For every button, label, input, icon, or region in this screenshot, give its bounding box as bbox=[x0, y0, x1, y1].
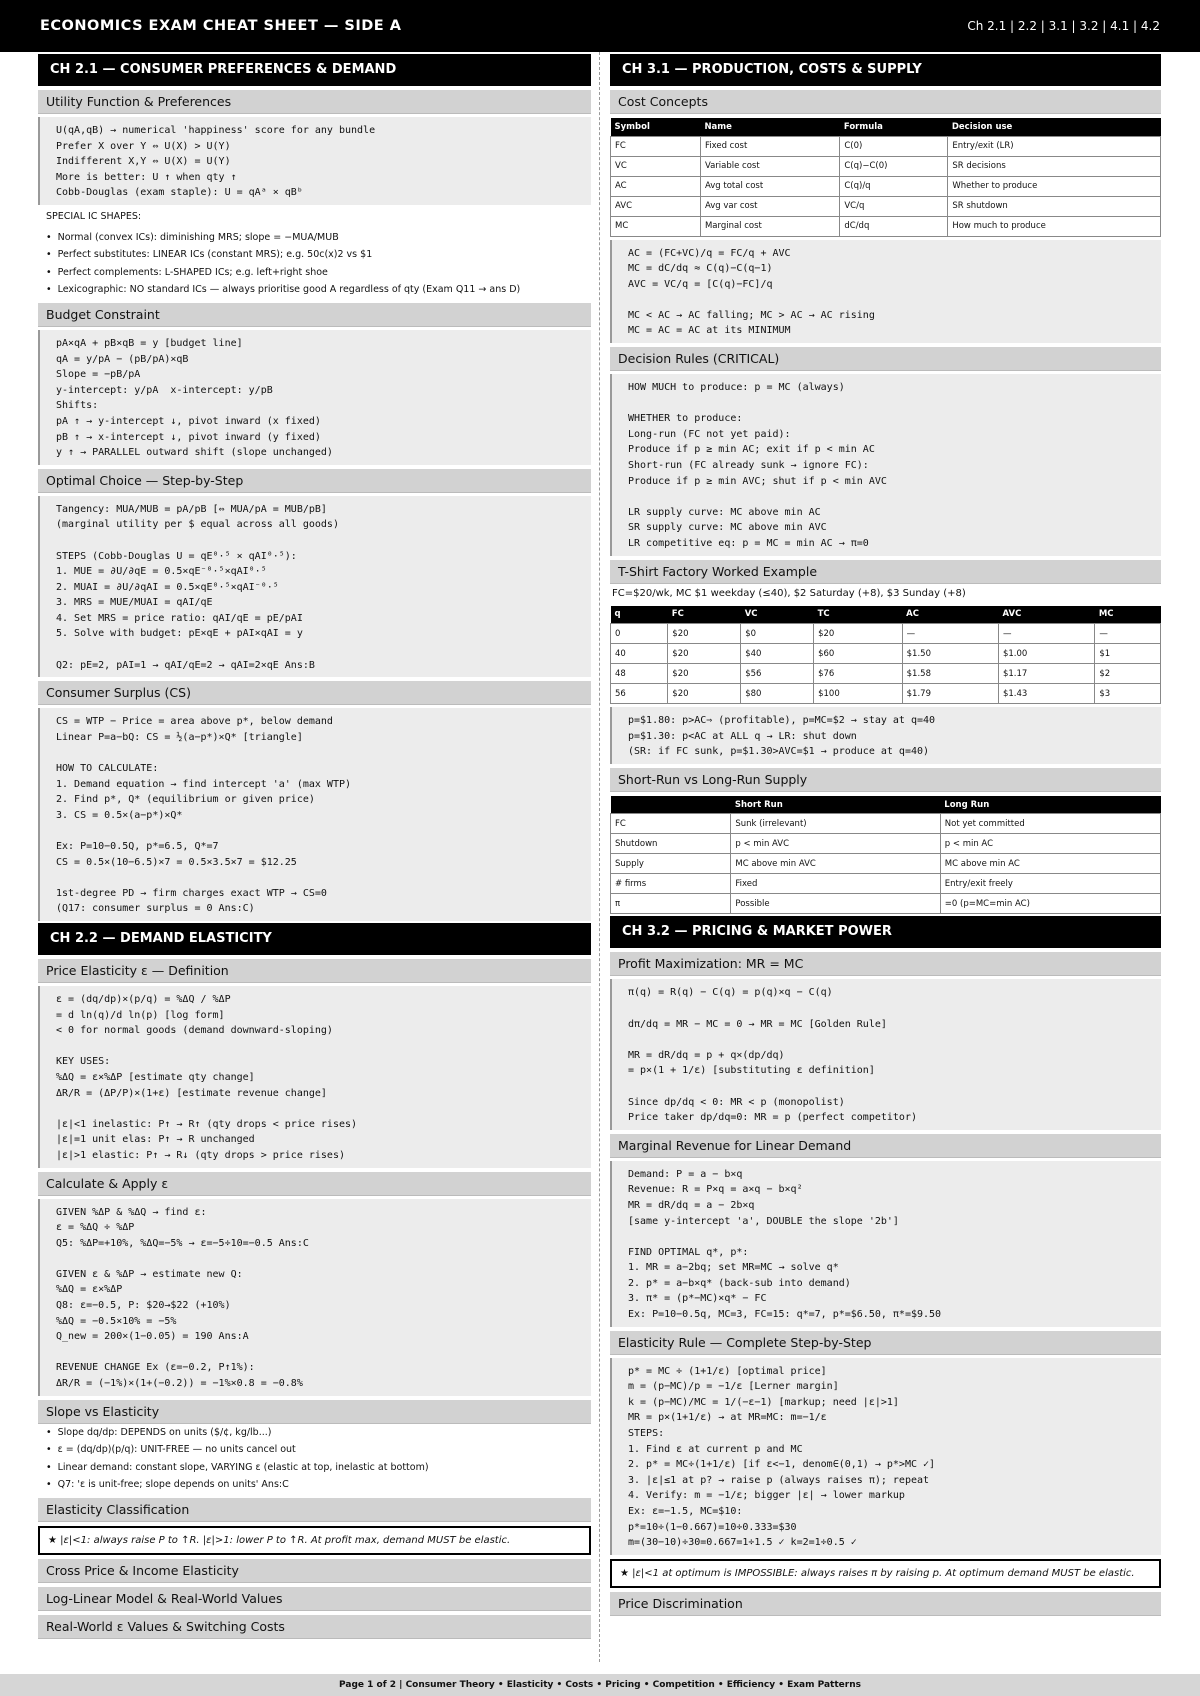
table-row bbox=[611, 894, 1161, 914]
table-cell: Fixed cost bbox=[700, 136, 839, 156]
formula-line: %ΔQ = ε×%ΔP bbox=[56, 1284, 123, 1296]
section-heading: T-Shirt Factory Worked Example bbox=[610, 560, 1161, 584]
formula-line: 1. Find ε at current p and MC bbox=[628, 1443, 803, 1455]
formula-line: 4. Set MRS = price ratio: qAI/qE = pE/pAI bbox=[56, 612, 303, 624]
formula-line bbox=[628, 1032, 1151, 1048]
table-cell: Supply bbox=[611, 854, 731, 874]
formula-line: pA ↑ → y-intercept ↓, pivot inward (x fixed) bbox=[56, 415, 321, 427]
table-cell: $56 bbox=[741, 664, 814, 684]
formula-line: Produce if p ≥ min AVC; shut if p < min AVC bbox=[628, 475, 887, 487]
table-row bbox=[611, 624, 1161, 644]
formula-line: 1st-degree PD → firm charges exact WTP → CS=0 bbox=[56, 887, 327, 899]
table-cell: VC/q bbox=[840, 196, 948, 216]
formula-line bbox=[56, 1101, 581, 1117]
label: SPECIAL IC SHAPES: bbox=[46, 210, 142, 222]
formula-line: (SR: if FC sunk, p=$1.30>AVC=$1 → produce at q=40) bbox=[628, 746, 930, 758]
formula-line: Cobb-Douglas (exam staple): U = qAᵃ × qBᵇ bbox=[56, 187, 303, 199]
formula-line: 2. MUAI = ∂U/∂qAI = 0.5×qE⁰·⁵×qAI⁻⁰·⁵ bbox=[56, 581, 279, 593]
formula-line: More is better: U ↑ when qty ↑ bbox=[56, 171, 237, 183]
chapter-heading: CH 2.1 — CONSUMER PREFERENCES & DEMAND bbox=[38, 54, 591, 86]
formula-box bbox=[38, 117, 591, 205]
table-cell: 48 bbox=[611, 664, 668, 684]
formula-line: Demand: P = a − b×q bbox=[628, 1168, 743, 1180]
page-title: ECONOMICS EXAM CHEAT SHEET — SIDE A bbox=[40, 18, 402, 34]
formula-line: 1. MR = a−2bq; set MR=MC → solve q* bbox=[628, 1262, 839, 1274]
formula-box bbox=[38, 1199, 591, 1396]
bullet-item: • Lexicographic: NO standard ICs — always prioritise good A regardless of qty (Exam Q11 → ans D) bbox=[46, 281, 583, 299]
formula-line: ε = (dq/dp)×(p/q) = %ΔQ / %ΔP bbox=[56, 993, 231, 1005]
table-cell: C(q)/q bbox=[840, 176, 948, 196]
formula-line: ΔR/R = (ΔP/P)×(1+ε) [estimate revenue change] bbox=[56, 1087, 327, 1099]
page-footer: Page 1 of 2 | Consumer Theory • Elasticity • Costs • Pricing • Competition • Efficiency • Exam Patterns bbox=[0, 1674, 1200, 1696]
table-row bbox=[611, 644, 1161, 664]
formula-line bbox=[56, 745, 581, 761]
formula-line: Linear P=a−bQ: CS = ½(a−p*)×Q* [triangle] bbox=[56, 731, 303, 743]
formula-line: Short-run (FC already sunk → ignore FC): bbox=[628, 460, 869, 472]
formula-line: 2. p* = a−b×q* (back-sub into demand) bbox=[628, 1277, 851, 1289]
formula-line: Q8: ε=−0.5, P: $20→$22 (+10%) bbox=[56, 1300, 231, 1312]
table-cell: dC/dq bbox=[840, 216, 948, 236]
table-cell: $0 bbox=[741, 624, 814, 644]
column-header: Formula bbox=[840, 118, 948, 136]
bullet-item: • Perfect complements: L-SHAPED ICs; e.g. left+right shoe bbox=[46, 264, 583, 282]
table-cell: — bbox=[1095, 624, 1161, 644]
formula-line bbox=[628, 1079, 1151, 1095]
table-row bbox=[611, 814, 1161, 834]
formula-line: Tangency: MUA/MUB = pA/pB [⇔ MUA/pA = MUB/pB] bbox=[56, 503, 327, 515]
formula-line: π(q) = R(q) − C(q) = p(q)×q − C(q) bbox=[628, 987, 833, 999]
formula-line: MR = p×(1+1/ε) → at MR=MC: m=−1/ε bbox=[628, 1412, 827, 1424]
section-heading: Profit Maximization: MR = MC bbox=[610, 952, 1161, 976]
table-cell: $20 bbox=[668, 624, 741, 644]
table-cell: # firms bbox=[611, 874, 731, 894]
table-header-row bbox=[611, 796, 1161, 814]
bullet-item: • Q7: 'ε is unit-free; slope depends on units' Ans:C bbox=[46, 1476, 583, 1494]
table-cell: Entry/exit (LR) bbox=[948, 136, 1161, 156]
section-heading: Elasticity Rule — Complete Step-by-Step bbox=[610, 1331, 1161, 1355]
example-subtitle: FC=$20/wk, MC $1 weekday (≤40), $2 Saturday (+8), $3 Sunday (+8) bbox=[612, 587, 966, 599]
table-cell: p < min AVC bbox=[731, 834, 940, 854]
table-cell: $60 bbox=[814, 644, 903, 664]
table-cell: 40 bbox=[611, 644, 668, 664]
formula-line: U(qA,qB) → numerical 'happiness' score for any bundle bbox=[56, 125, 376, 136]
section-heading: Optimal Choice — Step-by-Step bbox=[38, 469, 591, 493]
table-cell: $3 bbox=[1095, 684, 1161, 704]
formula-line: KEY USES: bbox=[56, 1056, 111, 1068]
formula-line: pA×qA + pB×qB = y [budget line] bbox=[56, 337, 243, 349]
formula-line: 2. Find p*, Q* (equilibrium or given price) bbox=[56, 794, 315, 806]
bullet-list bbox=[38, 1424, 591, 1494]
formula-line bbox=[56, 823, 581, 839]
section-heading: Price Elasticity ε — Definition bbox=[38, 959, 591, 983]
formula-line: FIND OPTIMAL q*, p*: bbox=[628, 1246, 749, 1258]
section-heading: Budget Constraint bbox=[38, 303, 591, 327]
formula-line: Q5: %ΔP=+10%, %ΔQ=−5% → ε=−5÷10=−0.5 Ans:C bbox=[56, 1237, 309, 1249]
key-note: ★ |ε|<1 at optimum is IMPOSSIBLE: always raises π by raising p. At optimum demand MUST be elastic. bbox=[610, 1559, 1161, 1588]
page-header bbox=[0, 0, 1200, 52]
cost-table bbox=[610, 118, 1161, 237]
sr-lr-table bbox=[610, 796, 1161, 915]
formula-box bbox=[38, 986, 591, 1168]
table-cell: π bbox=[611, 894, 731, 914]
table-cell: $1.58 bbox=[902, 664, 998, 684]
table-cell: Fixed bbox=[731, 874, 940, 894]
formula-line: (marginal utility per $ equal across all goods) bbox=[56, 519, 339, 531]
formula-line: GIVEN ε & %ΔP → estimate new Q: bbox=[56, 1268, 243, 1280]
column-header: Name bbox=[700, 118, 839, 136]
formula-line: (Q17: consumer surplus = 0 Ans:C) bbox=[56, 903, 255, 915]
section-heading: Marginal Revenue for Linear Demand bbox=[610, 1134, 1161, 1158]
table-cell: MC above min AC bbox=[940, 854, 1160, 874]
formula-line: 3. MRS = MUE/MUAI = qAI/qE bbox=[56, 597, 213, 609]
table-cell: $100 bbox=[814, 684, 903, 704]
table-cell: $20 bbox=[668, 684, 741, 704]
table-cell: $76 bbox=[814, 664, 903, 684]
section-heading: Real-World ε Values & Switching Costs bbox=[38, 1615, 591, 1639]
formula-line: p=$1.80: p>AC⇒ (profitable), p=MC=$2 → stay at q=40 bbox=[628, 715, 936, 727]
formula-box bbox=[38, 330, 591, 465]
table-row bbox=[611, 874, 1161, 894]
formula-line: Ex: P=10−0.5Q, p*=6.5, Q*=7 bbox=[56, 841, 219, 852]
table-row bbox=[611, 176, 1161, 196]
formula-line: 3. CS = 0.5×(a−p*)×Q* bbox=[56, 809, 183, 821]
table-cell: Shutdown bbox=[611, 834, 731, 854]
table-row bbox=[611, 664, 1161, 684]
formula-line: ΔR/R = (−1%)×(1+(−0.2)) = −1%×0.8 = −0.8% bbox=[56, 1378, 303, 1390]
section-heading: Consumer Surplus (CS) bbox=[38, 681, 591, 705]
table-cell: SR shutdown bbox=[948, 196, 1161, 216]
table-cell: p < min AC bbox=[940, 834, 1160, 854]
formula-line: p*=10÷(1−0.667)=10÷0.333=$30 bbox=[628, 1521, 797, 1533]
special-ic-title bbox=[38, 205, 591, 229]
formula-line: STEPS (Cobb-Douglas U = qE⁰·⁵ × qAI⁰·⁵): bbox=[56, 550, 297, 562]
table-row bbox=[611, 156, 1161, 176]
formula-line: dπ/dq = MR − MC = 0 → MR = MC [Golden Rule] bbox=[628, 1018, 887, 1030]
section-heading: Cross Price & Income Elasticity bbox=[38, 1559, 591, 1583]
table-cell: $1.79 bbox=[902, 684, 998, 704]
formula-line: CS = 0.5×(10−6.5)×7 = 0.5×3.5×7 = $12.25 bbox=[56, 856, 297, 868]
formula-line: HOW MUCH to produce: p = MC (always) bbox=[628, 382, 845, 394]
formula-box bbox=[610, 707, 1161, 764]
table-header-row bbox=[611, 606, 1161, 624]
table-cell: AC bbox=[611, 176, 701, 196]
formula-line: Long-run (FC not yet paid): bbox=[628, 428, 791, 440]
formula-line: 3. π* = (p*−MC)×q* − FC bbox=[628, 1293, 767, 1305]
formula-line: 1. MUE = ∂U/∂qE = 0.5×qE⁻⁰·⁵×qAI⁰·⁵ bbox=[56, 566, 267, 578]
formula-line: AC = (FC+VC)/q = FC/q + AVC bbox=[628, 247, 791, 259]
chapter-index: Ch 2.1 | 2.2 | 3.1 | 3.2 | 4.1 | 4.2 bbox=[967, 19, 1160, 33]
section-heading: Slope vs Elasticity bbox=[38, 1400, 591, 1424]
formula-line: pB ↑ → x-intercept ↓, pivot inward (y fixed) bbox=[56, 431, 321, 443]
formula-line bbox=[56, 1039, 581, 1055]
table-cell: Marginal cost bbox=[700, 216, 839, 236]
right-column bbox=[610, 52, 1161, 1662]
formula-line: 2. p* = MC÷(1+1/ε) [if ε<−1, denom∈(0,1) → p*>MC ✓] bbox=[628, 1459, 936, 1471]
formula-line: MR = dR/dq = p + q×(dp/dq) bbox=[628, 1049, 785, 1061]
formula-line bbox=[56, 533, 581, 549]
formula-line: Revenue: R = P×q = a×q − b×q² bbox=[628, 1184, 803, 1196]
section-heading: Log-Linear Model & Real-World Values bbox=[38, 1587, 591, 1611]
formula-box bbox=[38, 496, 591, 678]
table-cell: Avg var cost bbox=[700, 196, 839, 216]
bullet-item: • Linear demand: constant slope, VARYING ε (elastic at top, inelastic at bottom) bbox=[46, 1459, 583, 1477]
formula-line: SR supply curve: MC above min AVC bbox=[628, 522, 827, 534]
chapter-heading: CH 3.1 — PRODUCTION, COSTS & SUPPLY bbox=[610, 54, 1161, 86]
table-cell: $2 bbox=[1095, 664, 1161, 684]
formula-line: %ΔQ = −0.5×10% = −5% bbox=[56, 1315, 177, 1327]
formula-line bbox=[628, 292, 1151, 308]
table-cell: $20 bbox=[668, 644, 741, 664]
formula-line: m=(30−10)÷30=0.667=1÷1.5 ✓ k=2=1÷0.5 ✓ bbox=[628, 1537, 857, 1549]
table-cell: VC bbox=[611, 156, 701, 176]
table-cell: Whether to produce bbox=[948, 176, 1161, 196]
table-cell: C(0) bbox=[840, 136, 948, 156]
formula-line: MC < AC → AC falling; MC > AC → AC rising bbox=[628, 309, 875, 321]
formula-box bbox=[610, 1358, 1161, 1555]
table-row bbox=[611, 136, 1161, 156]
formula-line: p=$1.30: p<AC at ALL q → LR: shut down bbox=[628, 730, 857, 742]
formula-line: Prefer X over Y ⇔ U(X) > U(Y) bbox=[56, 140, 231, 152]
table-row bbox=[611, 834, 1161, 854]
formula-line: |ε|=1 unit elas: P↑ → R unchanged bbox=[56, 1134, 255, 1146]
formula-line: 1. Demand equation → find intercept 'a' (max WTP) bbox=[56, 778, 352, 790]
table-row bbox=[611, 854, 1161, 874]
column-divider bbox=[599, 52, 600, 1662]
formula-line: 3. |ε|≤1 at p? → raise p (always raises π); repeat bbox=[628, 1474, 930, 1486]
table-cell: FC bbox=[611, 136, 701, 156]
chapter-heading: CH 2.2 — DEMAND ELASTICITY bbox=[38, 923, 591, 955]
left-column bbox=[38, 52, 591, 1662]
column-header: Symbol bbox=[611, 118, 701, 136]
column-header: Decision use bbox=[948, 118, 1161, 136]
section-heading: Decision Rules (CRITICAL) bbox=[610, 347, 1161, 371]
section-heading: Utility Function & Preferences bbox=[38, 90, 591, 114]
table-cell: $1.00 bbox=[998, 644, 1094, 664]
formula-line: y ↑ → PARALLEL outward shift (slope unchanged) bbox=[56, 447, 333, 459]
table-cell: =0 (p=MC=min AC) bbox=[940, 894, 1160, 914]
formula-line bbox=[56, 1345, 581, 1361]
table-cell: Not yet committed bbox=[940, 814, 1160, 834]
column-header: TC bbox=[814, 606, 903, 624]
formula-line: WHETHER to produce: bbox=[628, 413, 743, 425]
formula-line: MR = dR/dq = a − 2b×q bbox=[628, 1199, 755, 1211]
column-header: AVC bbox=[998, 606, 1094, 624]
table-cell: — bbox=[998, 624, 1094, 644]
column-header: AC bbox=[902, 606, 998, 624]
column-header: MC bbox=[1095, 606, 1161, 624]
formula-line: Q_new = 200×(1−0.05) = 190 Ans:A bbox=[56, 1331, 249, 1343]
formula-box bbox=[610, 979, 1161, 1129]
formula-line: |ε|<1 inelastic: P↑ → R↑ (qty drops < price rises) bbox=[56, 1118, 358, 1130]
formula-line: p* = MC ÷ (1+1/ε) [optimal price] bbox=[628, 1365, 827, 1377]
formula-line: LR competitive eq: p = MC = min AC → π=0 bbox=[628, 538, 869, 549]
table-cell: $20 bbox=[668, 664, 741, 684]
formula-line bbox=[628, 1229, 1151, 1245]
formula-line: Produce if p ≥ min AC; exit if p < min AC bbox=[628, 444, 875, 456]
formula-box bbox=[610, 374, 1161, 556]
formula-line: %ΔQ = ε×%ΔP [estimate qty change] bbox=[56, 1071, 255, 1083]
column-header bbox=[611, 796, 731, 814]
table-row bbox=[611, 216, 1161, 236]
formula-line: MC = dC/dq ≈ C(q)−C(q−1) bbox=[628, 263, 773, 275]
formula-box bbox=[610, 1161, 1161, 1327]
formula-line: k = (p−MC)/MC = 1/(−ε−1) [markup; need |ε|>1] bbox=[628, 1396, 899, 1408]
table-cell: $20 bbox=[814, 624, 903, 644]
bullet-item: • Slope dq/dp: DEPENDS on units ($/¢, kg/lb...) bbox=[46, 1424, 583, 1442]
formula-line bbox=[56, 870, 581, 886]
formula-line: STEPS: bbox=[628, 1428, 665, 1440]
formula-line: HOW TO CALCULATE: bbox=[56, 763, 159, 775]
column-header: VC bbox=[741, 606, 814, 624]
formula-line bbox=[628, 489, 1151, 505]
formula-line: qA = y/pA − (pB/pA)×qB bbox=[56, 353, 189, 365]
table-row bbox=[611, 684, 1161, 704]
tshirt-table bbox=[610, 606, 1161, 705]
table-cell: Possible bbox=[731, 894, 940, 914]
formula-line: ε = %ΔQ ÷ %ΔP bbox=[56, 1222, 135, 1234]
table-cell: Avg total cost bbox=[700, 176, 839, 196]
column-header: Long Run bbox=[940, 796, 1160, 814]
table-cell: $1.17 bbox=[998, 664, 1094, 684]
table-cell: 56 bbox=[611, 684, 668, 704]
formula-line: Q2: pE=2, pAI=1 → qAI/qE=2 → qAI=2×qE Ans:B bbox=[56, 659, 315, 671]
formula-line bbox=[56, 1251, 581, 1267]
formula-line bbox=[628, 1001, 1151, 1017]
table-cell: $1.43 bbox=[998, 684, 1094, 704]
table-cell: Entry/exit freely bbox=[940, 874, 1160, 894]
formula-line: CS = WTP − Price = area above p*, below demand bbox=[56, 716, 333, 728]
formula-line: AVC = VC/q = [C(q)−FC]/q bbox=[628, 278, 773, 290]
table-cell: $40 bbox=[741, 644, 814, 664]
table-cell: $1 bbox=[1095, 644, 1161, 664]
table-cell: How much to produce bbox=[948, 216, 1161, 236]
section-heading: Calculate & Apply ε bbox=[38, 1172, 591, 1196]
formula-line bbox=[628, 396, 1151, 412]
section-heading: Elasticity Classification bbox=[38, 1498, 591, 1522]
formula-line: Ex: P=10−0.5q, MC=3, FC=15: q*=7, p*=$6.50, π*=$9.50 bbox=[628, 1309, 942, 1321]
table-cell: C(q)−C(0) bbox=[840, 156, 948, 176]
formula-line: Shifts: bbox=[56, 400, 99, 412]
formula-line: [same y-intercept 'a', DOUBLE the slope '2b'] bbox=[628, 1215, 899, 1227]
formula-line: y-intercept: y/pA x-intercept: y/pB bbox=[56, 384, 273, 396]
formula-line: REVENUE CHANGE Ex (ε=−0.2, P↑1%): bbox=[56, 1362, 255, 1374]
formula-line: Price taker dp/dq=0: MR = p (perfect competitor) bbox=[628, 1112, 917, 1124]
key-note: ★ |ε|<1: always raise P to ↑R. |ε|>1: lower P to ↑R. At profit max, demand MUST be elastic. bbox=[38, 1526, 591, 1555]
formula-box bbox=[38, 708, 591, 921]
formula-line: GIVEN %ΔP & %ΔQ → find ε: bbox=[56, 1206, 207, 1218]
table-cell: MC above min AVC bbox=[731, 854, 940, 874]
section-heading: Price Discrimination bbox=[610, 1592, 1161, 1616]
table-cell: — bbox=[902, 624, 998, 644]
formula-line: 4. Verify: m = −1/ε; bigger |ε| → lower markup bbox=[628, 1490, 905, 1502]
formula-box bbox=[610, 240, 1161, 344]
bullet-item: • ε = (dq/dp)(p/q): UNIT-FREE — no units cancel out bbox=[46, 1441, 583, 1459]
formula-line: Ex: ε=−1.5, MC=$10: bbox=[628, 1506, 743, 1517]
table-cell: FC bbox=[611, 814, 731, 834]
formula-line: m = (p−MC)/p = −1/ε [Lerner margin] bbox=[628, 1381, 839, 1393]
section-heading: Short-Run vs Long-Run Supply bbox=[610, 768, 1161, 792]
formula-line: = d ln(q)/d ln(p) [log form] bbox=[56, 1009, 225, 1021]
table-cell: Variable cost bbox=[700, 156, 839, 176]
bullet-item: • Normal (convex ICs): diminishing MRS; slope = −MUA/MUB bbox=[46, 229, 583, 247]
formula-line bbox=[56, 642, 581, 658]
table-header-row bbox=[611, 118, 1161, 136]
table-cell: Sunk (irrelevant) bbox=[731, 814, 940, 834]
column-header: FC bbox=[668, 606, 741, 624]
table-cell: SR decisions bbox=[948, 156, 1161, 176]
bullet-item: • Perfect substitutes: LINEAR ICs (constant MRS); e.g. 50c(x)2 vs $1 bbox=[46, 246, 583, 264]
formula-line: Slope = −pB/pA bbox=[56, 369, 141, 381]
formula-line: Since dp/dq < 0: MR < p (monopolist) bbox=[628, 1096, 845, 1108]
formula-line: < 0 for normal goods (demand downward-sloping) bbox=[56, 1025, 333, 1037]
table-cell: 0 bbox=[611, 624, 668, 644]
formula-line: Indifferent X,Y ⇔ U(X) = U(Y) bbox=[56, 156, 231, 168]
chapter-heading: CH 3.2 — PRICING & MARKET POWER bbox=[610, 916, 1161, 948]
formula-line: |ε|>1 elastic: P↑ → R↓ (qty drops > price rises) bbox=[56, 1149, 345, 1161]
table-row bbox=[611, 196, 1161, 216]
column-header: q bbox=[611, 606, 668, 624]
table-cell: $80 bbox=[741, 684, 814, 704]
bullet-list bbox=[38, 229, 591, 299]
formula-line: LR supply curve: MC above min AC bbox=[628, 506, 821, 518]
table-cell: $1.50 bbox=[902, 644, 998, 664]
column-header: Short Run bbox=[731, 796, 940, 814]
table-cell: AVC bbox=[611, 196, 701, 216]
formula-line: = p×(1 + 1/ε) [substituting ε definition] bbox=[628, 1065, 875, 1077]
formula-line: 5. Solve with budget: pE×qE + pAI×qAI = y bbox=[56, 628, 303, 640]
section-heading: Cost Concepts bbox=[610, 90, 1161, 114]
formula-line: MC = AC = AC at its MINIMUM bbox=[628, 325, 791, 337]
table-cell: MC bbox=[611, 216, 701, 236]
